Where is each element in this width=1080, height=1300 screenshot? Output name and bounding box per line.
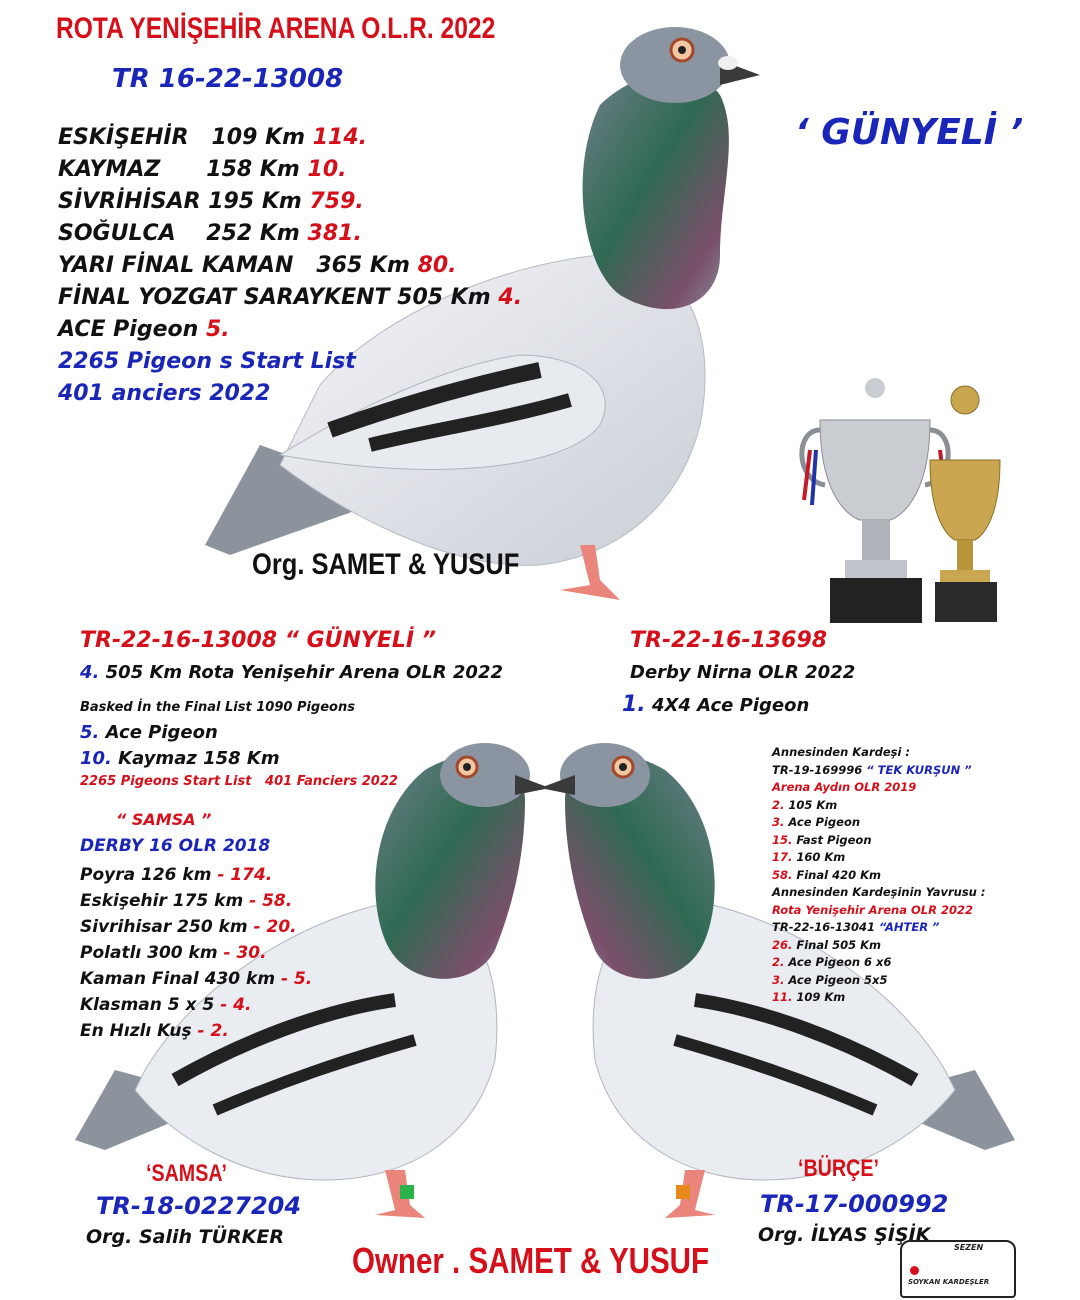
offspring-ring: TR-22-16-13041 “AHTER ” — [772, 920, 940, 934]
start-list-note: 2265 Pigeons Start List 401 Fanciers 2022 — [80, 774, 398, 789]
samsa-result-row: En Hızlı Kuş - 2. — [80, 1021, 229, 1041]
sibling-result-row: 17. 160 Km — [772, 850, 846, 864]
basked-final-list: Basked İn the Final List 1090 Pigeons — [80, 700, 355, 715]
right-bird-ring: TR-17-000992 — [760, 1190, 949, 1218]
samsa-name: “ SAMSA ” — [116, 810, 212, 829]
race-row: SOĞULCA 252 Km 381. — [58, 221, 362, 246]
watermark-dot-icon — [910, 1266, 919, 1275]
race-row: YARI FİNAL KAMAN 365 Km 80. — [58, 253, 457, 278]
offspring-result-row: 3. Ace Pigeon 5x5 — [772, 972, 888, 987]
sibling-result-row: 3. Ace Pigeon — [772, 815, 861, 829]
watermark-logo — [900, 1240, 1016, 1298]
samsa-result-row: Kaman Final 430 km - 5. — [80, 969, 313, 989]
kaymaz-result: 10. Kaymaz 158 Km — [80, 748, 280, 769]
left-bird-ring: TR-18-0227204 — [96, 1192, 302, 1220]
left-bird-breeder: Org. Salih TÜRKER — [86, 1226, 284, 1248]
samsa-derby: DERBY 16 OLR 2018 — [80, 836, 271, 856]
offspring-result-row: 26. Final 505 Km — [772, 937, 881, 952]
sibling-result-row: 15. Fast Pigeon — [772, 832, 872, 847]
ace-4x4-result: 1. 4X4 Ace Pigeon — [622, 692, 810, 717]
race-row: KAYMAZ 158 Km 10. — [58, 157, 347, 182]
race-row: ACE Pigeon 5. — [58, 317, 230, 342]
sibling-offspring-heading: Annesinden Kardeşinin Yavrusu : — [772, 885, 986, 899]
samsa-result-row: Klasman 5 x 5 - 4. — [80, 995, 252, 1015]
owner-label: Owner . SAMET & YUSUF — [352, 1240, 710, 1281]
ace-pigeon-result: 5. Ace Pigeon — [80, 722, 218, 743]
trophies-image — [790, 370, 1020, 630]
watermark-top-text: SEZEN — [954, 1243, 984, 1252]
samsa-result-row: Poyra 126 km - 174. — [80, 865, 273, 885]
gunyeli-final-result: 4. 505 Km Rota Yenişehir Arena OLR 2022 — [80, 662, 503, 683]
event-title: ROTA YENİŞEHİR ARENA O.L.R. 2022 — [56, 12, 496, 45]
samsa-results-list — [80, 862, 312, 1044]
samsa-result-row: Polatlı 300 km - 30. — [80, 943, 267, 963]
left-bird-name: ‘SAMSA’ — [146, 1160, 227, 1187]
sibling-event: Arena Aydın OLR 2019 — [772, 780, 917, 794]
watermark-bottom-text: SOYKAN KARDEŞLER — [908, 1278, 990, 1286]
gunyeli-pedigree-title: TR-22-16-13008 “ GÜNYELİ ” — [80, 628, 436, 653]
second-pigeon-ring: TR-22-16-13698 — [630, 628, 828, 653]
race-row: FİNAL YOZGAT SARAYKENT 505 Km 4. — [58, 285, 523, 310]
sibling-heading: Annesinden Kardeşi : — [772, 745, 911, 759]
start-list-stat: 2265 Pigeon s Start List — [58, 349, 356, 374]
derby-event: Derby Nirna OLR 2022 — [630, 662, 856, 683]
bird-name-title: ‘ GÜNYELİ ’ — [795, 112, 1024, 153]
top-ring-number: TR 16-22-13008 — [112, 64, 344, 94]
sibling-ring: TR-19-169996 “ TEK KURŞUN ” — [772, 762, 972, 777]
race-results-list — [58, 122, 522, 410]
sibling-result-row: 58. Final 420 Km — [772, 867, 881, 882]
sibling-info — [772, 744, 985, 1007]
offspring-result-row: 11. 109 Km — [772, 990, 846, 1004]
race-row: SİVRİHİSAR 195 Km 759. — [58, 189, 364, 214]
offspring-event: Rota Yenişehir Arena OLR 2022 — [772, 902, 973, 917]
right-bird-breeder: Org. İLYAS ŞİŞİK — [758, 1224, 931, 1246]
offspring-result-row: 2. Ace Pigeon 6 x6 — [772, 955, 892, 969]
samsa-result-row: Eskişehir 175 km - 58. — [80, 891, 293, 911]
samsa-result-row: Sivrihisar 250 km - 20. — [80, 917, 297, 937]
fanciers-stat: 401 anciers 2022 — [58, 381, 271, 406]
top-breeder: Org. SAMET & YUSUF — [252, 548, 520, 581]
right-bird-name: ‘BÜRÇE’ — [798, 1155, 879, 1182]
sibling-result-row: 2. 105 Km — [772, 797, 838, 812]
race-row: ESKİŞEHİR 109 Km 114. — [58, 125, 367, 150]
